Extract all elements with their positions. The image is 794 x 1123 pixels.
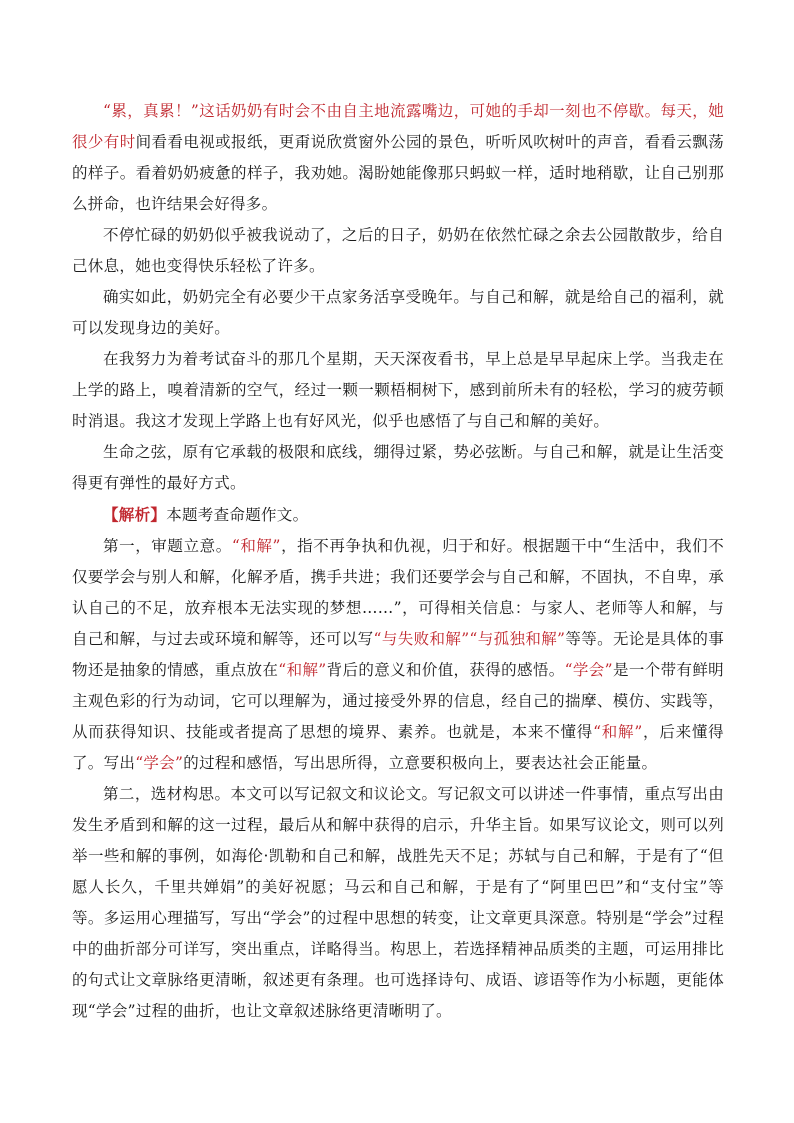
paragraph-text: 生命之弦，原有它承载的极限和底线，绷得过紧，势必弦断。与自己和解，就是让生活变得更有弹性的最好方式。 (72, 443, 724, 492)
paragraph (72, 344, 724, 437)
paragraph-text: 确实如此，奶奶完全有必要少干点家务活享受晚年。与自己和解，就是给自己的福利，就可以发现身边的美好。 (72, 288, 724, 337)
document-body (72, 96, 724, 1027)
highlighted-text: “和解” (593, 723, 643, 741)
paragraph-text: 是一个带有鲜明主观色彩的行为动词，它可以理解为，通过接受外界的信息，经自己的揣摩、模仿、实践等，从而获得知识、技能或者提高了思想的境界、素养。也就是，本来不懂得 (72, 661, 724, 741)
paragraph (72, 96, 724, 220)
paragraph-text: ，指不再争执和仇视，归于和好。根据题干中“生活中，我们不仅要学会与别人和解，化解矛盾，携手共进；我们还要学会与自己和解，不固执，不自卑，承认自己的不足，放弃根本无法实现的梦想……”，可得相关信息：与家人、老师等人和解，与自己和解，与过去或环境和解等，还可以写 (72, 537, 724, 648)
paragraph-text: 的过程和感悟，写出思所得，立意要积极向上，要表达社会正能量。 (183, 754, 658, 772)
paragraph (72, 282, 724, 344)
paragraph-text: 等等。无论是具体的事物还是抽象的情感，重点放在 (72, 630, 724, 679)
paragraph (72, 220, 724, 282)
paragraph-text: 在我努力为着考试奋斗的那几个星期，天天深夜看书，早上总是早早起床上学。当我走在上学的路上，嗅着清新的空气，经过一颗一颗梧桐树下，感到前所未有的轻松，学习的疲劳顿时消退。我这才发现上学路上也有好风光，似乎也感悟了与自己和解的美好。 (72, 350, 724, 430)
paragraph-text: 背后的意义和价值，获得的感悟。 (326, 661, 565, 679)
paragraph-text: 第二，选材构思。本文可以写记叙文和议论文。写记叙文可以讲述一件事情，重点写出由发生矛盾到和解的这一过程，最后从和解中获得的启示，升华主旨。如果写议论文，则可以列举一些和解的事例，如海伦·凯勒和自己和解，战胜先天不足；苏轼与自己和解，于是有了“但愿人长久，千里共婵娟”的美好祝愿；马云和自己和解，于是有了“阿里巴巴”和“支付宝”等等。多运用心理描写，写出“学会”的过程中思想的转变，让文章更具深意。特别是“学会”过程中的曲折部分可详写，突出重点，详略得当。构思上，若选择精神品质类的主题，可运用排比的句式让文章脉络更清晰，叙述更有条理。也可选择诗句、成语、谚语等作为小标题，更能体现“学会”过程的曲折，也让文章叙述脉络更清晰明了。 (72, 785, 724, 1020)
paragraph (72, 779, 724, 1027)
highlighted-text: “累，真累！”这话奶奶有时会不由自主地流露嘴边，可她的手却一刻也不停歇。每天，她很少有时 (72, 102, 724, 151)
paragraph-text: 不停忙碌的奶奶似乎被我说动了，之后的日子，奶奶在依然忙碌之余去公园散散步，给自己休息，她也变得快乐轻松了许多。 (72, 226, 724, 275)
highlighted-text: “和解” (231, 537, 281, 555)
paragraph-text: ，后来懂得了。写出 (72, 723, 724, 772)
paragraph (72, 531, 724, 779)
highlighted-text: 【解析】 (103, 505, 167, 524)
paragraph-text: 第一，审题立意。 (103, 537, 232, 555)
paragraph (72, 437, 724, 499)
highlighted-text: “学会” (564, 661, 613, 679)
highlighted-text: “与失败和解”“与孤独和解” (373, 630, 566, 648)
highlighted-text: “和解” (278, 661, 327, 679)
paragraph (72, 499, 724, 531)
highlighted-text: “学会” (135, 754, 184, 772)
paragraph-text: 本题考查命题作文。 (166, 506, 309, 524)
paragraph-text: 间看看电视或报纸，更甭说欣赏窗外公园的景色，听听风吹树叶的声音，看看云飘荡的样子。看着奶奶疲惫的样子，我劝她。渴盼她能像那只蚂蚁一样，适时地稍歇，让自己别那么拼命，也许结果会好得多。 (72, 133, 724, 213)
